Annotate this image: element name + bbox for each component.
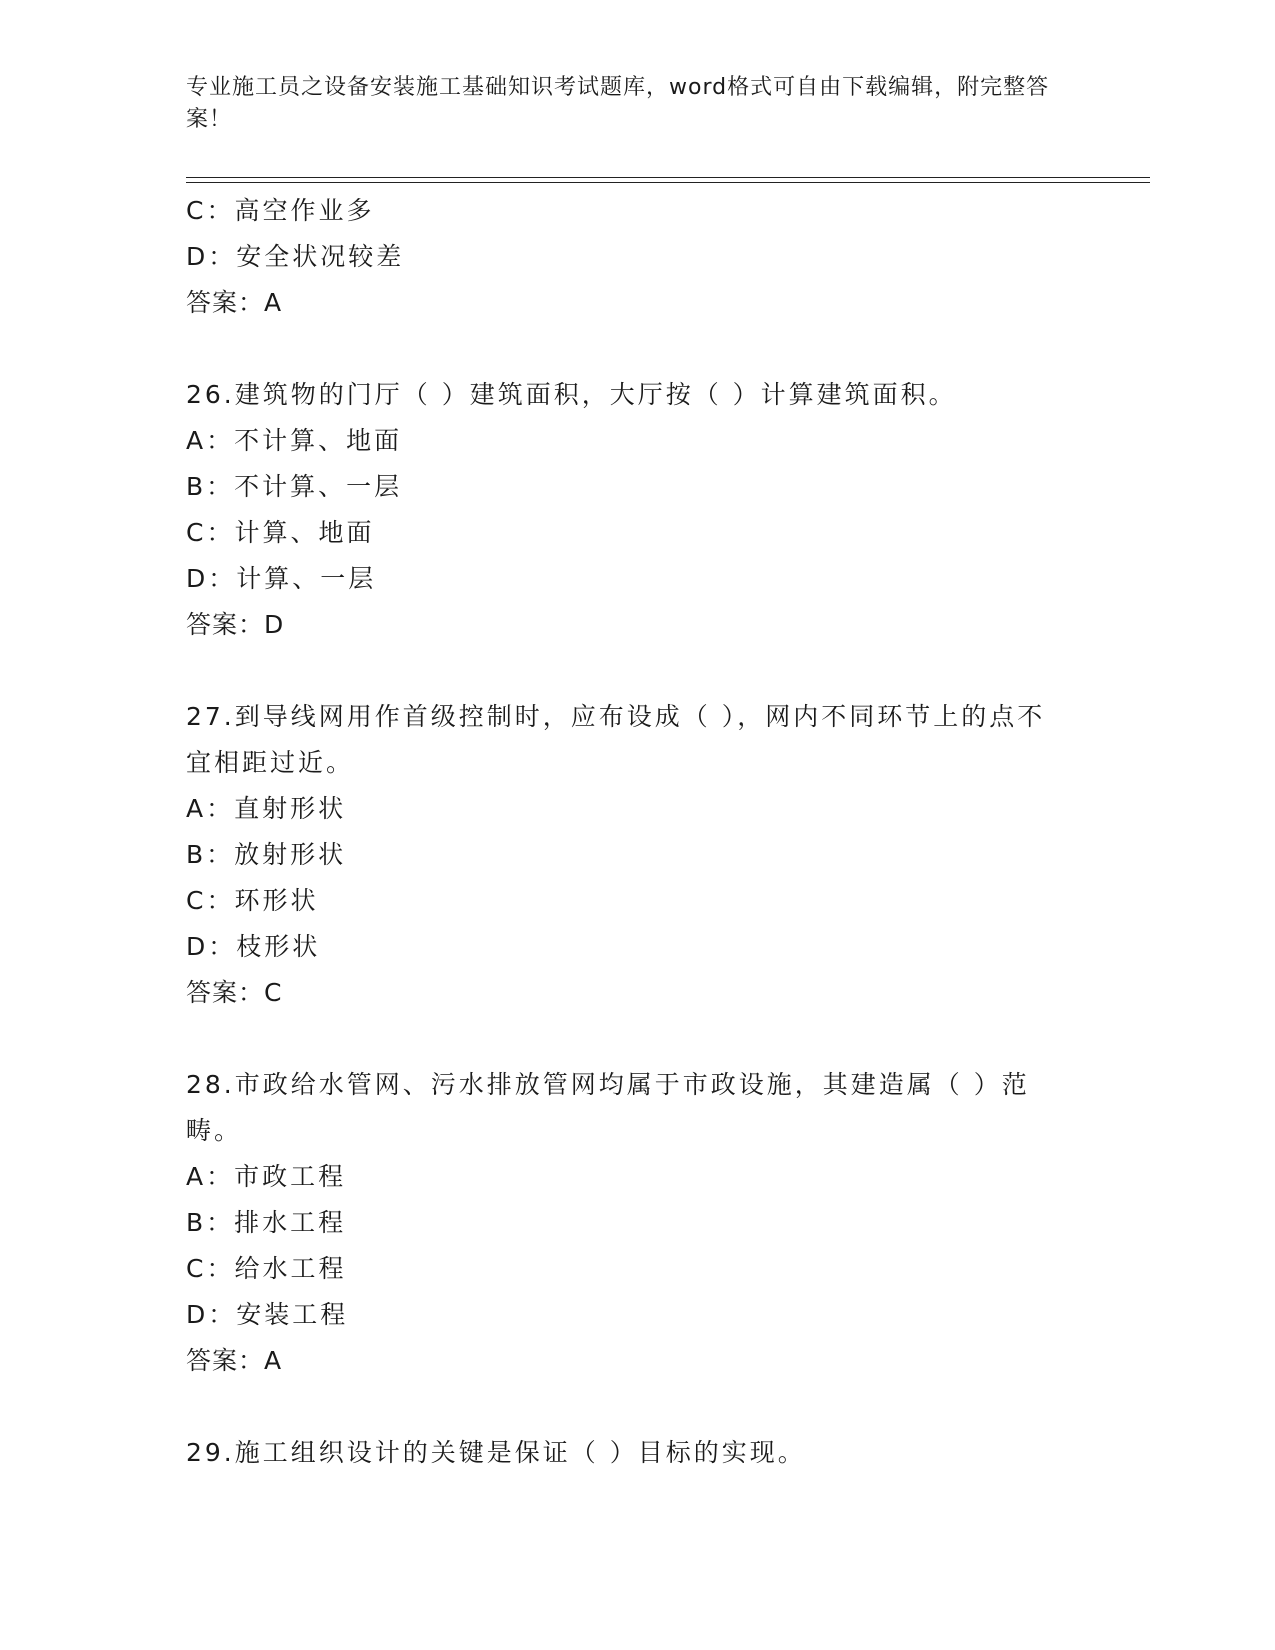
option-d: D：计算、一层 [186,564,377,593]
option-b: B：排水工程 [186,1208,347,1237]
option-b: B：不计算、一层 [186,472,403,501]
question-26-text: 26.建筑物的门厅（ ）建筑面积，大厅按（ ）计算建筑面积。 [186,380,957,409]
option-a: A：直射形状 [186,794,347,823]
answer-line: 答案：D [186,610,285,639]
question-27-text: 27.到导线网用作首级控制时，应布设成（ ），网内不同环节上的点不宜相距过近。 [186,702,1046,777]
option-c: C：环形状 [186,886,319,915]
option-c: C：给水工程 [186,1254,347,1283]
header-rule-bottom [186,182,1150,183]
question-list [186,188,1066,1476]
option-c: C：高空作业多 [186,196,375,225]
option-a: A：不计算、地面 [186,426,403,455]
answer-line: 答案：C [186,978,283,1007]
question-29-text: 29.施工组织设计的关键是保证（ ）目标的实现。 [186,1438,806,1467]
answer-line: 答案：A [186,1346,283,1375]
question-28-text: 28.市政给水管网、污水排放管网均属于市政设施，其建造属（ ）范畴。 [186,1070,1030,1145]
option-a: A：市政工程 [186,1162,347,1191]
document-header: 专业施工员之设备安装施工基础知识考试题库，word格式可自由下载编辑，附完整答案！ [186,75,1050,132]
option-d: D：安全状况较差 [186,242,405,271]
option-d: D：枝形状 [186,932,321,961]
option-d: D：安装工程 [186,1300,349,1329]
option-b: B：放射形状 [186,840,347,869]
header-rule-top [186,177,1150,178]
answer-line: 答案：A [186,288,283,317]
option-c: C：计算、地面 [186,518,375,547]
